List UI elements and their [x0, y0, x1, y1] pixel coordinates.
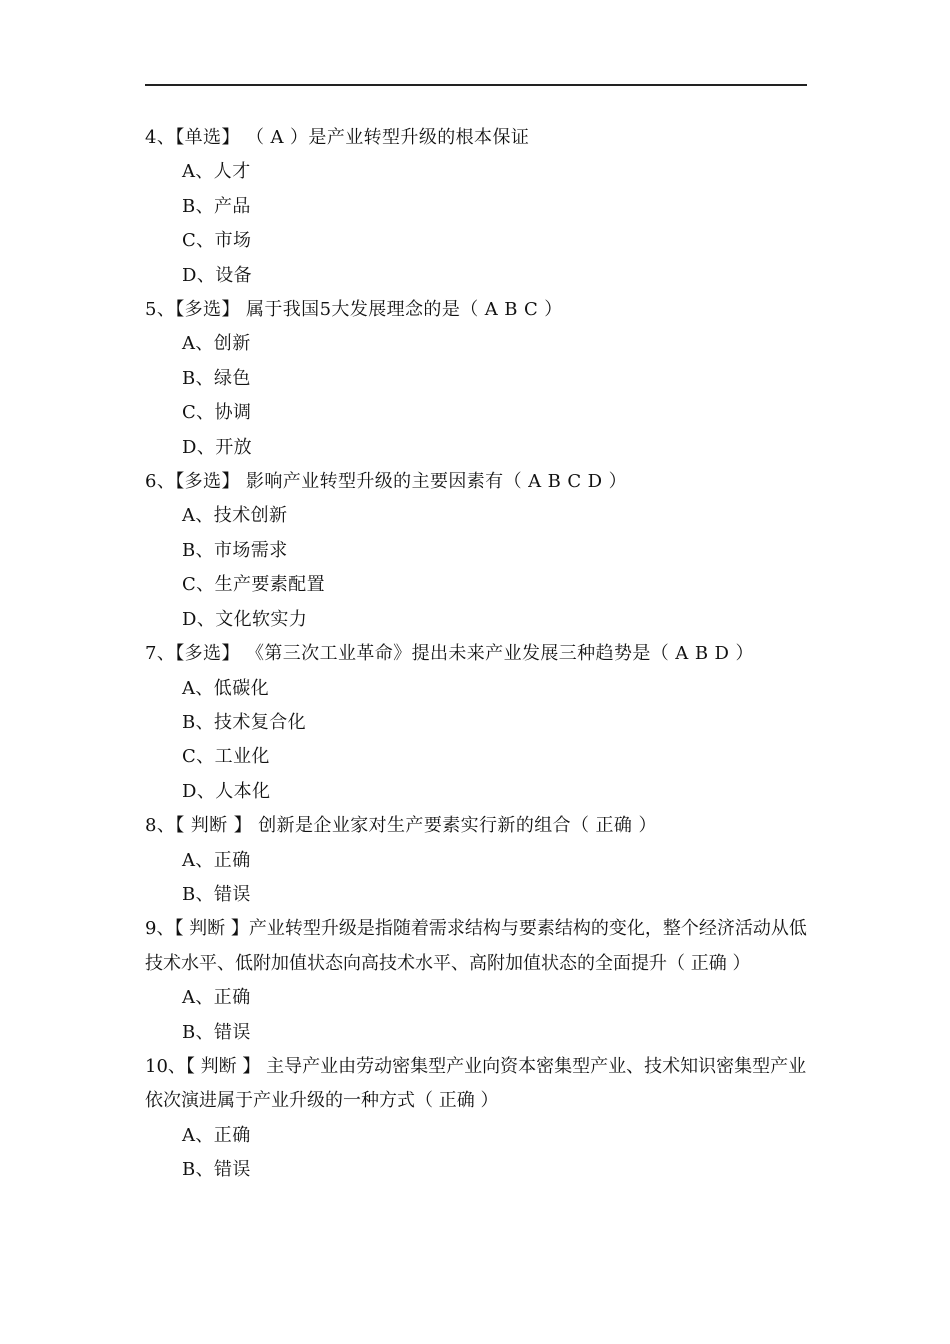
option-a: A、正确	[182, 987, 251, 1009]
question-text: 9、【 判断 】产业转型升级是指随着需求结构与要素结构的变化，整个经济活动从低技术水平、低附加值状态向高技术水平、高附加值状态的全面提升（ 正确 ）	[145, 918, 807, 974]
option-d: D、人本化	[182, 780, 271, 802]
option-b: B、绿色	[182, 367, 251, 389]
option-a: A、低碳化	[182, 677, 269, 699]
option-b: B、错误	[182, 883, 251, 905]
option-b: B、产品	[182, 195, 251, 217]
option-c: C、工业化	[182, 746, 270, 768]
header-rule	[145, 84, 807, 86]
question-text: 4、【单选】 （ A ）是产业转型升级的根本保证	[145, 127, 530, 148]
question-9	[145, 912, 807, 1050]
option-b: B、市场需求	[182, 539, 288, 561]
question-list	[145, 121, 807, 1188]
option-b: B、技术复合化	[182, 711, 307, 733]
question-4	[145, 121, 807, 293]
question-8	[145, 809, 807, 912]
question-text: 10、【 判断 】 主导产业由劳动密集型产业向资本密集型产业、技术知识密集型产业依次演进属于产业升级的一种方式（ 正确 ）	[145, 1055, 807, 1112]
question-text: 8、【 判断 】 创新是企业家对生产要素实行新的组合（ 正确 ）	[145, 815, 657, 837]
option-b: B、错误	[182, 1021, 251, 1043]
question-text: 6、【多选】 影响产业转型升级的主要因素有（ A B C D ）	[145, 471, 628, 493]
question-7	[145, 637, 807, 809]
option-a: A、正确	[182, 849, 251, 871]
option-b: B、错误	[182, 1159, 251, 1181]
question-5	[145, 293, 807, 465]
option-c: C、市场	[182, 230, 252, 252]
option-a: A、正确	[182, 1124, 251, 1146]
option-a: A、人才	[182, 161, 251, 183]
option-c: C、生产要素配置	[182, 574, 325, 596]
question-text: 7、【多选】 《第三次工业革命》提出未来产业发展三种趋势是（ A B D ）	[145, 643, 754, 665]
option-d: D、设备	[182, 264, 253, 286]
option-d: D、开放	[182, 436, 253, 458]
option-a: A、创新	[182, 333, 251, 355]
option-a: A、技术创新	[182, 505, 288, 527]
option-c: C、协调	[182, 402, 252, 424]
option-d: D、文化软实力	[182, 608, 308, 630]
question-text: 5、【多选】 属于我国5大发展理念的是（ A B C ）	[145, 299, 563, 321]
question-10	[145, 1050, 807, 1188]
question-6	[145, 465, 807, 637]
